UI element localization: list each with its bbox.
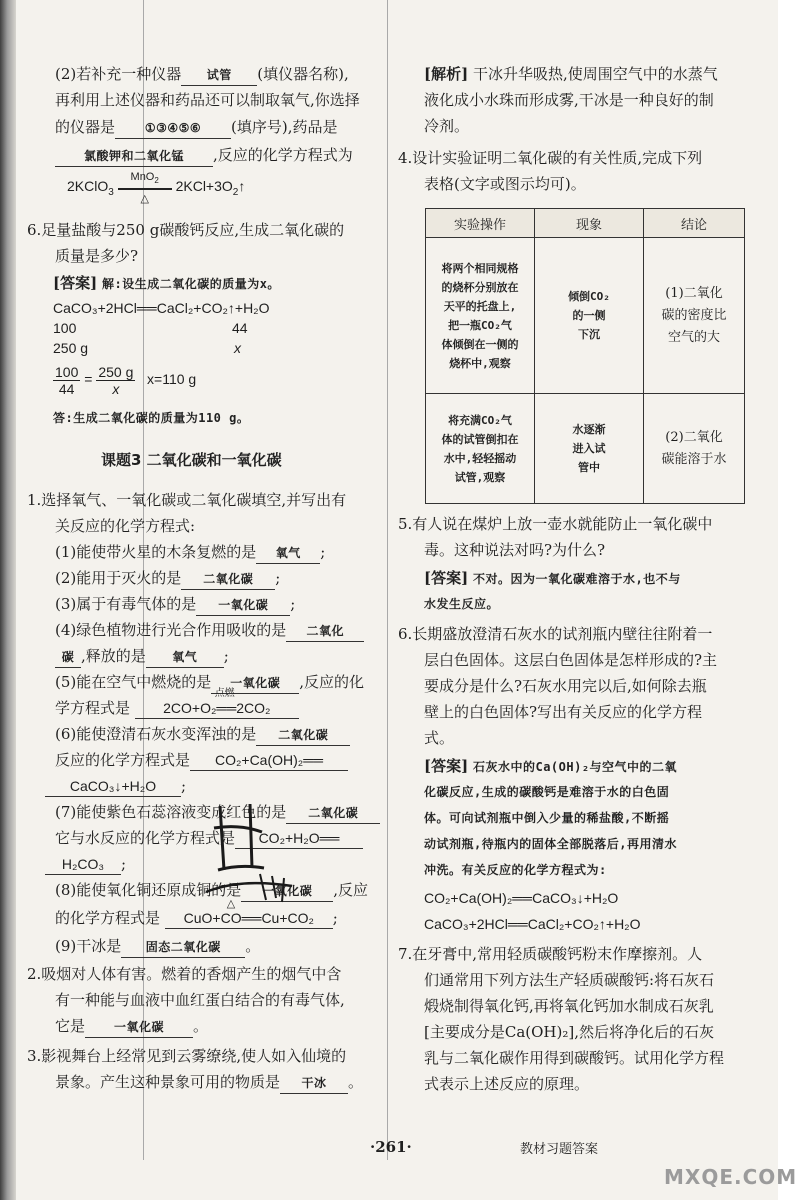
cell-line: 水中,轻轻摇动 <box>443 451 517 465</box>
cell-line: 倾倒CO₂ <box>568 290 610 303</box>
cell-line: (1)二氧化 <box>665 285 723 301</box>
table-row <box>426 238 745 394</box>
numerator: 250 g <box>98 364 134 380</box>
header-conclusion: 结论 <box>644 209 745 238</box>
text: 的化学方程式是 <box>55 909 161 927</box>
answer-blank: 二氧化 <box>286 621 364 642</box>
q1-item6 <box>55 724 350 746</box>
q6-line2: 质量是多少? <box>55 247 139 265</box>
fraction-1 <box>53 364 80 397</box>
text: (2)能用于灭火的是 <box>55 569 182 587</box>
cell-phenomenon <box>535 394 644 504</box>
answer-blank: 固态二氧化碳 <box>121 937 245 958</box>
q3-line2: 景象。产生这种景象可用的物质是 干冰 。 <box>55 1072 363 1094</box>
answer-blank: 一氧化碳 <box>196 595 290 616</box>
numerator: 100 <box>55 364 79 380</box>
footer-label: 教材习题答案 <box>520 1142 599 1157</box>
equation-blank: CaCO₃↓+H₂O <box>45 776 181 797</box>
cell-line: 天平的托盘上, <box>443 299 517 313</box>
text: (1)能使带火星的木条复燃的是 <box>55 543 257 561</box>
q6-proportion: $\frac{100}{44}$ = $\frac{250 g}{x}$ x=110 g <box>55 364 197 397</box>
denominator: 44 <box>58 381 75 397</box>
text: 景象。产生这种景象可用的物质是 <box>55 1073 281 1091</box>
text: 的仪器是 <box>55 118 116 136</box>
q6-mass-left-1: 100 <box>53 320 77 336</box>
q5-2-line4 <box>55 145 353 167</box>
q6r-line1: 6.长期盛放澄清石灰水的试剂瓶内壁往往附着一 <box>398 625 713 643</box>
q3-analysis-line2: 液化成小水珠而形成雾,干冰是一种良好的制 <box>424 91 714 109</box>
answer-blank: 试管 <box>181 65 257 86</box>
q1-line2: 关反应的化学方程式: <box>55 517 196 535</box>
denominator: x <box>112 381 120 397</box>
q6-mass-left-2: 250 g <box>53 340 89 356</box>
condition: △ <box>140 192 149 205</box>
answer-tag: [答案] <box>53 274 98 292</box>
equation-blank: H₂CO₃ <box>45 854 121 875</box>
q4-line1: 4.设计实验证明二氧化碳的有关性质,完成下列 <box>398 149 703 167</box>
answer-blank: 一氧化碳 <box>85 1017 193 1038</box>
q6-answer <box>53 273 280 294</box>
text: (3)属于有毒气体的是 <box>55 595 197 613</box>
table-header-row <box>426 209 745 238</box>
q7-line5: 乳与二氧化碳作用得到碳酸钙。试用化学方程 <box>424 1049 725 1067</box>
q3-analysis-line1 <box>424 64 718 84</box>
text: (4)绿色植物进行光合作用吸收的是 <box>55 621 287 639</box>
q4-line2: 表格(文字或图示均可)。 <box>424 175 586 193</box>
answer-blank: 二氧化碳 <box>286 803 380 824</box>
watermark: MXQE.COM <box>664 1165 797 1189</box>
text: ,反应的化学方程式为 <box>213 146 353 164</box>
cell-line: 管中 <box>578 461 600 474</box>
q6r-line2: 层白色固体。这层白色固体是怎样形成的?主 <box>424 651 718 669</box>
header-operation: 实验操作 <box>426 209 535 238</box>
text: 学方程式是 <box>55 699 131 717</box>
q7-line3: 煅烧制得氧化钙,再将氧化钙加水制成石灰乳 <box>424 997 714 1015</box>
cell-conclusion <box>644 394 745 504</box>
answer-text: 解:设生成二氧化碳的质量为x。 <box>101 277 280 291</box>
text: ,反应的化 <box>299 673 365 691</box>
text: 它是 <box>55 1017 86 1035</box>
pen-scribble <box>200 798 310 908</box>
cell-phenomenon <box>535 238 644 394</box>
q6-mass-right-1: 44 <box>232 320 248 336</box>
q1-item4-line2: 碳 ,释放的是 氧气 ; <box>55 646 229 668</box>
q1-item5 <box>55 672 364 694</box>
q1-item7-line3: H₂CO₃ ; <box>45 854 126 875</box>
cell-line: 烧杯中,观察 <box>449 356 511 370</box>
answer-text: 石灰水中的Ca(OH)₂与空气中的二氧 <box>472 760 678 774</box>
column-divider <box>387 0 388 1160</box>
equation: CuO+CO══Cu+CO₂ <box>183 910 314 926</box>
q6r-answer-line5: 冲洗。有关反应的化学方程式为: <box>424 863 607 877</box>
text: 干冰升华吸热,使周围空气中的水蒸气 <box>472 65 718 83</box>
eq-part: 2KCl+3O <box>175 178 233 194</box>
cell-operation <box>426 394 535 504</box>
section-title: 课题3 二氧化碳和一氧化碳 <box>101 451 282 469</box>
q5-answer-line2: 水发生反应。 <box>424 597 500 611</box>
equation: 2CO+O₂══2CO₂ <box>163 700 271 716</box>
condition: 点燃 <box>214 688 235 699</box>
reaction-arrow <box>118 170 172 205</box>
cell-line: 的烧杯分别放在 <box>441 280 519 294</box>
q7-line2: 们通常用下列方法生产轻质碳酸钙:将石灰石 <box>424 971 715 989</box>
fraction-2 <box>96 364 135 397</box>
equation-blank <box>135 688 299 719</box>
answer-blank: 二氧化碳 <box>181 569 275 590</box>
q6r-equation-2: CaCO₃+2HCl══CaCl₂+CO₂↑+H₂O <box>424 916 641 932</box>
result: x=110 g <box>147 371 197 388</box>
q6r-line4: 壁上的白色固体?写出有关反应的化学方程 <box>424 703 703 721</box>
q6r-answer-line1 <box>424 756 677 777</box>
condition: △ <box>226 898 236 910</box>
text: (填仪器名称), <box>257 65 349 83</box>
q1-item9: (9)干冰是 固态二氧化碳 。 <box>55 936 260 958</box>
q6r-line3: 要成分是什么?石灰水用完以后,如何除去瓶 <box>424 677 707 695</box>
cell-line: 体倾倒在一侧的 <box>441 337 519 351</box>
q5-2-line2: 再利用上述仪器和药品还可以制取氧气,你选择 <box>55 91 360 109</box>
cell-line: 碳能溶于水 <box>661 451 727 467</box>
q2-line3: 它是 一氧化碳 。 <box>55 1016 208 1038</box>
cell-line: 碳的密度比 <box>661 307 727 323</box>
answer-text: 不对。因为一氧化碳难溶于水,也不与 <box>472 572 681 586</box>
text: (9)干冰是 <box>55 937 122 955</box>
q1-item6-line3: CaCO₃↓+H₂O ; <box>45 776 186 797</box>
answer-tag: [答案] <box>424 569 469 587</box>
text: 它与水反应的化学方程式是 <box>55 829 236 847</box>
cell-line: 试管,观察 <box>454 470 506 484</box>
q7-line4: [主要成分是Ca(OH)₂],然后将净化后的石灰 <box>424 1023 714 1041</box>
text: (7)能使紫色石蕊溶液变成红色的是 <box>55 803 287 821</box>
answer-tag: [答案] <box>424 757 469 775</box>
text: (2)若补充一种仪器 <box>55 65 182 83</box>
text: (填序号),药品是 <box>231 118 338 136</box>
q7-line6: 式表示上述反应的原理。 <box>424 1075 590 1093</box>
q2-line1: 2.吸烟对人体有害。燃着的香烟产生的烟气中含 <box>27 965 342 983</box>
q1-item1: (1)能使带火星的木条复燃的是 氧气 ; <box>55 542 325 564</box>
q5-2-equation: 2KClO$_3$ MnO$_2$ △ $2KCl+3O_2↑$ <box>67 176 245 203</box>
q5-answer-line1 <box>424 568 681 589</box>
cell-operation <box>426 238 535 394</box>
cell-line: 下沉 <box>578 328 600 341</box>
q5-2-line3 <box>55 117 338 139</box>
q6r-answer-line4: 动试剂瓶,待瓶内的固体全部脱落后,再用清水 <box>424 837 677 851</box>
answer-blank: 氧气 <box>256 543 320 564</box>
cell-line: 将充满CO₂气 <box>448 413 512 427</box>
cell-line: 空气的大 <box>667 329 720 345</box>
q1-item6-line2 <box>55 750 348 771</box>
q1-item8-line2: 的化学方程式是 △ CuO+CO══Cu+CO₂ ; <box>55 908 338 929</box>
cell-conclusion <box>644 238 745 394</box>
cell-line: 将两个相同规格 <box>441 261 519 275</box>
q3-analysis-line3: 冷剂。 <box>424 117 470 135</box>
text: 反应的化学方程式是 <box>55 751 191 769</box>
cell-line: 进入试 <box>572 442 606 455</box>
text: ,反应 <box>333 881 369 899</box>
text: ,释放的是 <box>81 647 146 665</box>
answer-blank: 氯酸钾和二氧化锰 <box>55 146 213 167</box>
q6-conclusion: 答:生成二氧化碳的质量为110 g。 <box>53 411 250 425</box>
q6r-answer-line2: 化碳反应,生成的碳酸钙是难溶于水的白色固 <box>424 785 670 799</box>
q6-mass-right-2: x <box>234 340 241 356</box>
gas-arrow: ↑ <box>238 178 246 194</box>
page-number: ·261· <box>370 1138 412 1156</box>
q3-line1: 3.影视舞台上经常见到云雾缭绕,使人如入仙境的 <box>27 1047 347 1065</box>
q6-equation: CaCO₃+2HCl══CaCl₂+CO₂↑+H₂O <box>53 300 270 316</box>
equation-blank: CO₂+H₂O══ <box>235 828 363 849</box>
q5-line1: 5.有人说在煤炉上放一壶水就能防止一氧化碳中 <box>398 515 713 533</box>
q5-line2: 毒。这种说法对吗?为什么? <box>424 541 606 559</box>
cell-line: 把一瓶CO₂气 <box>448 318 512 332</box>
cell-line: 水逐渐 <box>572 423 606 436</box>
catalyst: MnO$_2$ <box>130 170 159 185</box>
experiment-table <box>425 208 745 504</box>
q1-item4 <box>55 620 364 642</box>
answer-blank: ①③④⑤⑥ <box>115 118 231 139</box>
binding-gutter <box>0 0 16 1200</box>
text: (5)能在空气中燃烧的是 <box>55 673 212 691</box>
answer-blank: 一氧化碳 <box>241 881 333 902</box>
equation-blank: CO₂+Ca(OH)₂══ <box>190 750 348 771</box>
answer-blank: 碳 <box>55 647 81 668</box>
q6r-equation-1: CO₂+Ca(OH)₂══CaCO₃↓+H₂O <box>424 890 619 906</box>
answer-blank: 二氧化碳 <box>256 725 350 746</box>
cell-line: 的一侧 <box>572 309 606 322</box>
text: MnO <box>130 170 155 183</box>
q6r-line5: 式。 <box>424 729 455 747</box>
header-phenomenon: 现象 <box>535 209 644 238</box>
q7-line1: 7.在牙膏中,常用轻质碳酸钙粉末作摩擦剂。人 <box>398 945 703 963</box>
q5-2-line1 <box>55 64 349 86</box>
answer-blank: 干冰 <box>280 1073 348 1094</box>
table-row <box>426 394 745 504</box>
q6r-answer-line3: 体。可向试剂瓶中倒入少量的稀盐酸,不断摇 <box>424 811 670 825</box>
analysis-tag: [解析] <box>424 65 469 83</box>
text: (6)能使澄清石灰水变浑浊的是 <box>55 725 257 743</box>
answer-blank: 一氧化碳 <box>211 673 299 694</box>
eq-part: 2KClO <box>67 178 109 194</box>
answer-blank: 氧气 <box>146 647 224 668</box>
q6-line1: 6.足量盐酸与250 g碳酸钙反应,生成二氧化碳的 <box>27 221 345 239</box>
q2-line2: 有一种能与血液中血红蛋白结合的有毒气体, <box>55 991 345 1009</box>
cell-line: 体的试管倒扣在 <box>441 432 519 446</box>
q1-item3: (3)属于有毒气体的是 一氧化碳 ; <box>55 594 295 616</box>
q1-item5-line2 <box>55 688 299 719</box>
cell-line: (2)二氧化 <box>665 429 723 445</box>
text: (8)能使氧化铜还原成铜的是 <box>55 881 242 899</box>
q1-line1: 1.选择氧气、一氧化碳或二氧化碳填空,并写出有 <box>27 491 347 509</box>
q1-item2: (2)能用于灭火的是 二氧化碳 ; <box>55 568 280 590</box>
